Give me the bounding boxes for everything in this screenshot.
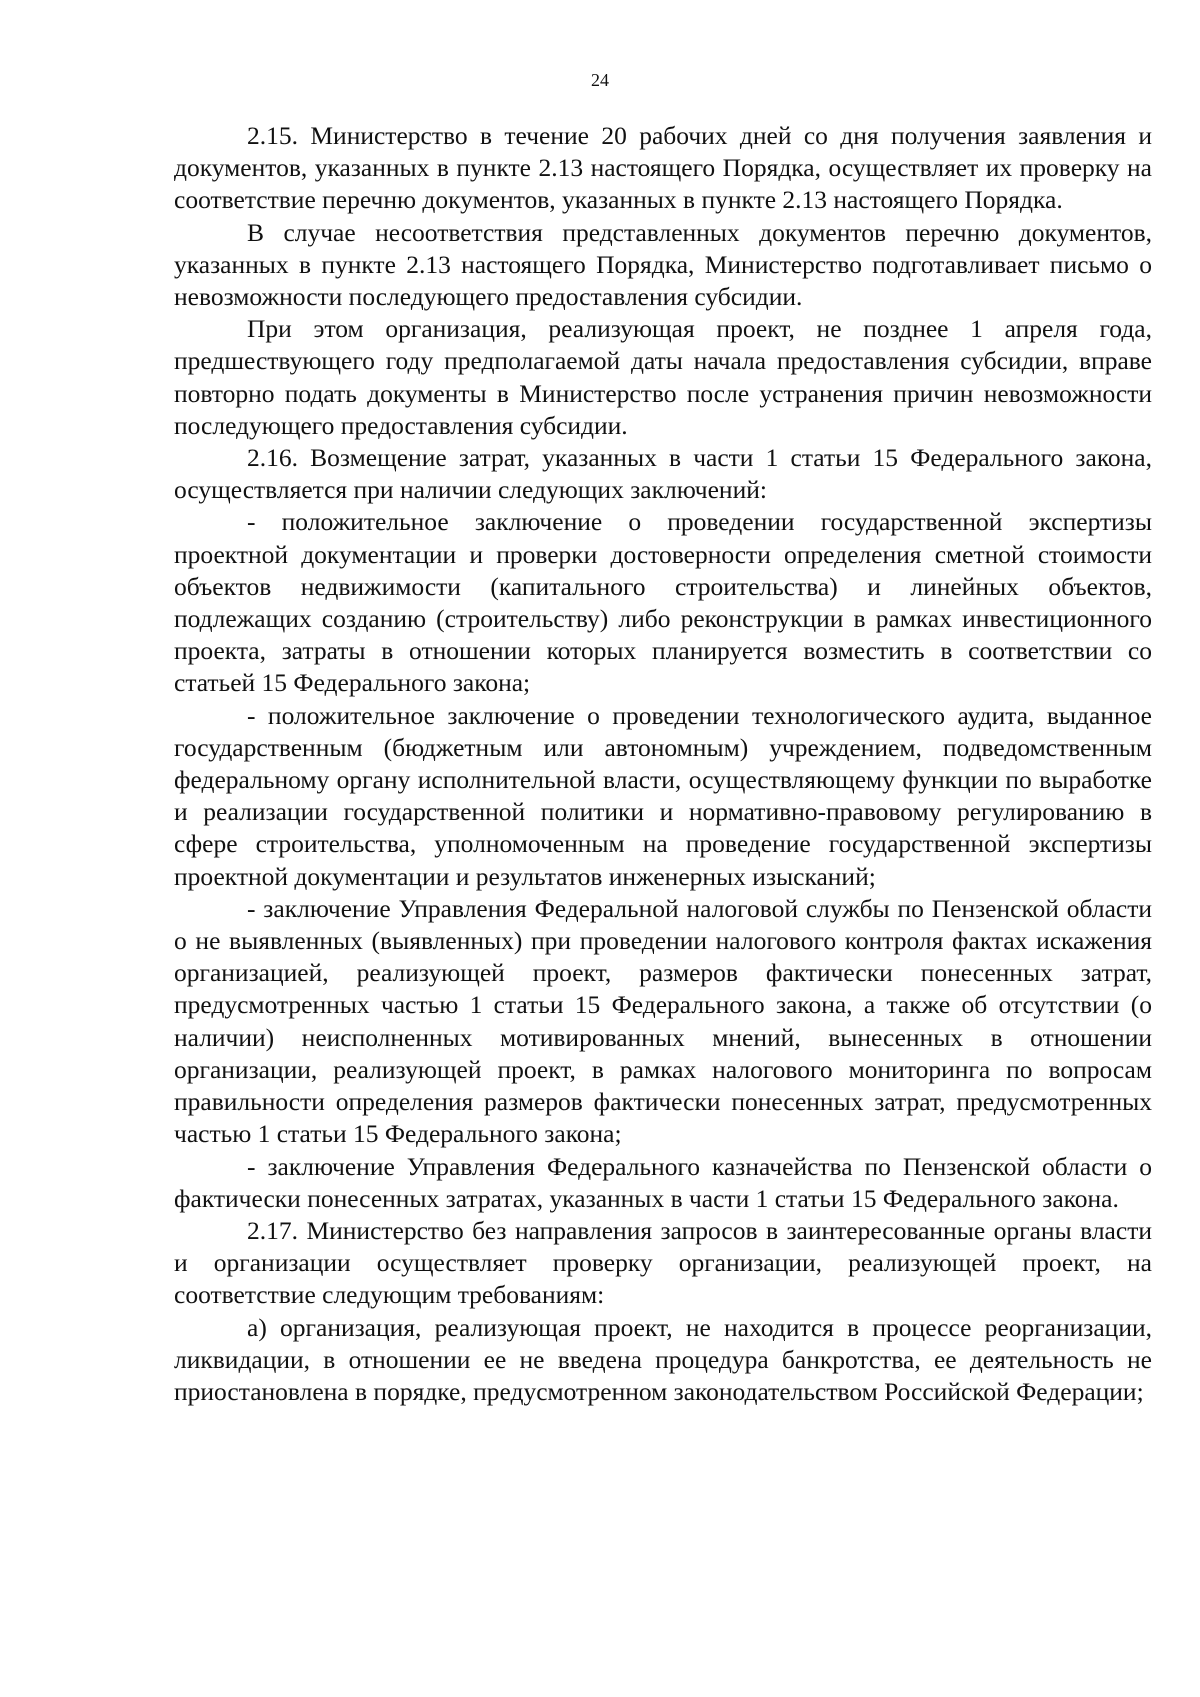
- list-item-tax-service-conclusion: - заключение Управления Федеральной налоговой службы по Пензенской области о не выявленных (выявленных) при проведении налогового контроля фактах искажения организацией, реализующей проект, размеров фактически понесенных затрат, предусмотренных частью 1 статьи 15 Федерального закона, а также об отсутствии (о наличии) неисполненных мотивированных мнений, вынесенных в отношении организации, реализующей проект, в рамках налогового мониторинга по вопросам правильности определения размеров фактически понесенных затрат, предусмотренных частью 1 статьи 15 Федерального закона;: [174, 893, 1152, 1149]
- list-item-state-expertise: - положительное заключение о проведении государственной экспертизы проектной документации и проверки достоверности определения сметной стоимости объектов недвижимости (капитального строительства) и линейных объектов, подлежащих созданию (строительству) либо реконструкции в рамках инвестиционного проекта, затраты в отношении которых планируется возместить в соответствии со статьей 15 Федерального закона;: [174, 507, 1152, 698]
- paragraph-2-15: 2.15. Министерство в течение 20 рабочих дней со дня получения заявления и документов, указанных в пункте 2.13 настоящего Порядка, осуществляет их проверку на соответствие перечню документов, указанных в пункте 2.13 настоящего Порядка.: [174, 121, 1152, 215]
- paragraph-resubmission: При этом организация, реализующая проект, не позднее 1 апреля года, предшествующего году предполагаемой даты начала предоставления субсидии, вправе повторно подать документы в Министерство после устранения причин невозможности последующего предоставления субсидии.: [174, 314, 1152, 440]
- list-item-a-requirements: а) организация, реализующая проект, не находится в процессе реорганизации, ликвидации, в отношении ее не введена процедура банкротства, ее деятельность не приостановлена в порядке, предусмотренном законодательством Российской Федерации;: [174, 1312, 1152, 1406]
- list-item-technological-audit: - положительное заключение о проведении технологического аудита, выданное государственным (бюджетным или автономным) учреждением, подведомственным федеральному органу исполнительной власти, осуществляющему функции по выработке и реализации государственной политики и нормативно-правовому регулированию в сфере строительства, уполномоченным на проведение государственной экспертизы проектной документации и результатов инженерных изысканий;: [174, 700, 1152, 891]
- paragraph-mismatch-case: В случае несоответствия представленных документов перечню документов, указанных в пункте 2.13 настоящего Порядка, Министерство подготавливает письмо о невозможности последующего предоставления субсидии.: [174, 217, 1152, 312]
- page-number: 24: [591, 70, 609, 90]
- paragraph-2-17: 2.17. Министерство без направления запросов в заинтересованные органы власти и организации осуществляет проверку организации, реализующей проект, на соответствие следующим требованиям:: [174, 1215, 1152, 1310]
- paragraph-2-16: 2.16. Возмещение затрат, указанных в части 1 статьи 15 Федерального закона, осуществляется при наличии следующих заключений:: [174, 443, 1152, 505]
- document-body: [174, 120, 1152, 1408]
- list-item-treasury-conclusion: - заключение Управления Федерального казначейства по Пензенской области о фактически понесенных затратах, указанных в части 1 статьи 15 Федерального закона.: [174, 1151, 1152, 1213]
